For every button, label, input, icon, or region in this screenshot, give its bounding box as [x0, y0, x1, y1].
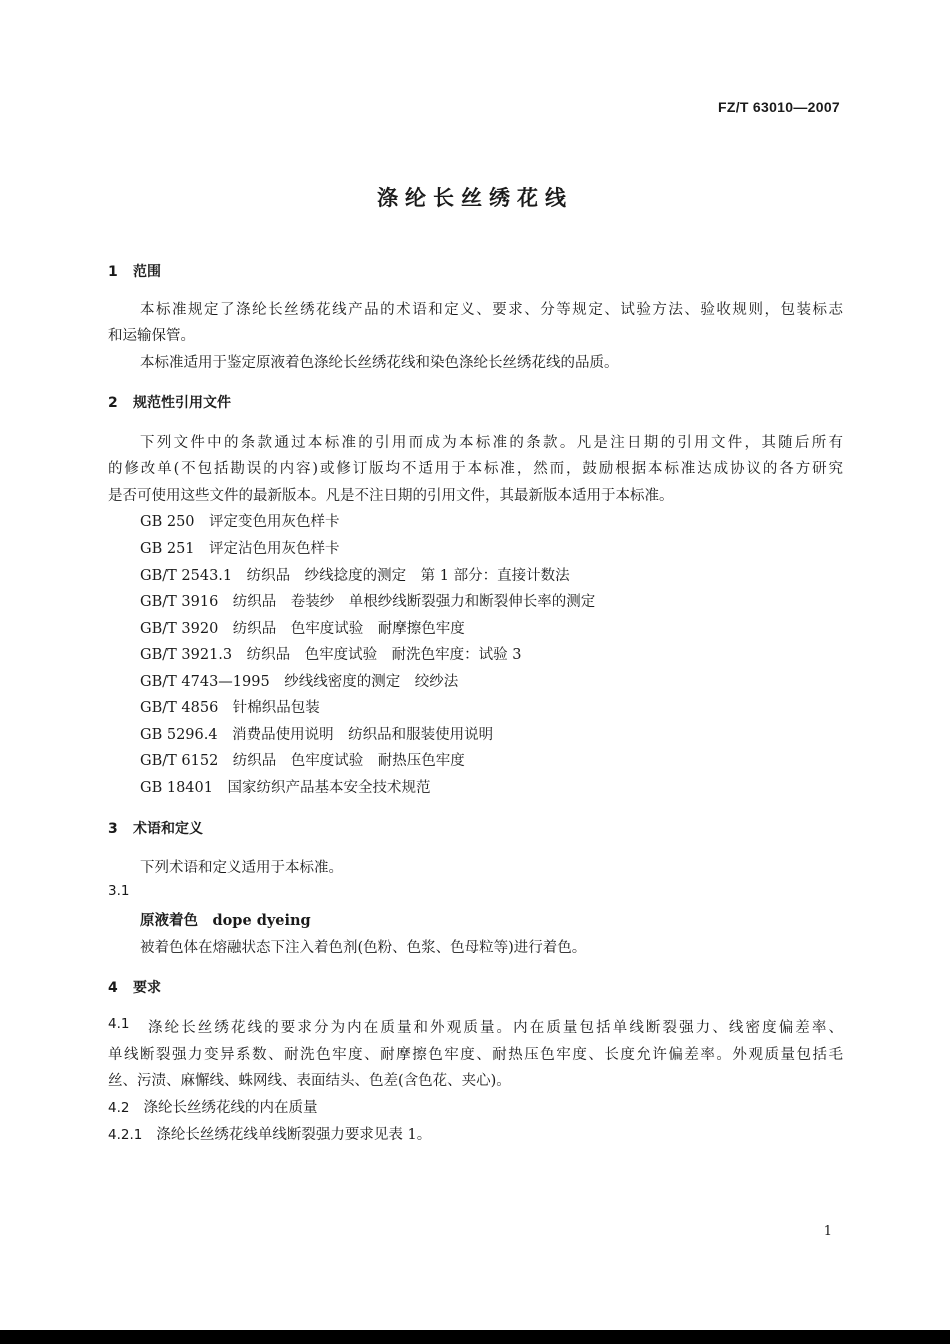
- section-number: 3: [108, 821, 118, 837]
- clause-number-text: 3.1: [108, 883, 130, 899]
- section-number: 1: [108, 264, 118, 280]
- reference-item: GB 5296.4 消费品使用说明 纺织品和服装使用说明: [140, 727, 494, 743]
- document-title: 涤纶长丝绣花线: [377, 186, 573, 210]
- reference-item: GB/T 4743—1995 纱线线密度的测定 绞纱法: [140, 674, 459, 690]
- section-1-heading: [108, 261, 161, 281]
- paragraph: 下列术语和定义适用于本标准。: [140, 860, 343, 876]
- paragraph-line: 丝、污渍、麻懈线、蛛网线、表面结头、色差(含色花、夹心)。: [108, 1073, 511, 1089]
- paragraph-line: 的修改单(不包括勘误的内容)或修订版均不适用于本标准，然而，鼓励根据本标准达成协议的各方研究: [108, 461, 843, 477]
- reference-item: GB/T 3920 纺织品 色牢度试验 耐摩擦色牢度: [140, 621, 465, 637]
- clause-4-1: [108, 1016, 143, 1032]
- section-title: 范围: [133, 264, 161, 280]
- paragraph-line: 下列文件中的条款通过本标准的引用而成为本标准的条款。凡是注日期的引用文件，其随后所有: [140, 435, 843, 451]
- document-number: FZ/T 63010—2007: [717, 99, 840, 115]
- bottom-border: [0, 1330, 950, 1344]
- reference-item: GB/T 6152 纺织品 色牢度试验 耐热压色牢度: [140, 753, 465, 769]
- page-number: 1: [823, 1224, 832, 1239]
- clause-number-text: 4.2: [108, 1100, 130, 1116]
- reference-item: GB 251 评定沾色用灰色样卡: [140, 541, 340, 557]
- clause-4-2: [108, 1096, 317, 1117]
- term-definition: 被着色体在熔融状态下注入着色剂(色粉、色浆、色母粒等)进行着色。: [140, 940, 587, 956]
- reference-item: GB/T 4856 针棉织品包装: [140, 700, 320, 716]
- clause-number-text: 4.2.1: [108, 1127, 143, 1143]
- section-title: 要求: [133, 980, 161, 996]
- reference-item: GB 250 评定变色用灰色样卡: [140, 514, 340, 530]
- reference-item: GB/T 3921.3 纺织品 色牢度试验 耐洗色牢度：试验 3: [140, 647, 522, 663]
- section-3-heading: [108, 818, 203, 838]
- term-heading: 原液着色 dope dyeing: [140, 912, 311, 929]
- reference-item: GB/T 3916 纺织品 卷装纱 单根纱线断裂强力和断裂伸长率的测定: [140, 594, 596, 610]
- paragraph-line: 是否可使用这些文件的最新版本。凡是不注日期的引用文件，其最新版本适用于本标准。: [108, 488, 674, 504]
- reference-item: GB/T 2543.1 纺织品 纱线捻度的测定 第 1 部分：直接计数法: [140, 568, 570, 584]
- paragraph-line: 单线断裂强力变异系数、耐洗色牢度、耐摩擦色牢度、耐热压色牢度、长度允许偏差率。外观质量包括毛: [108, 1047, 843, 1063]
- paragraph: 本标准适用于鉴定原液着色涤纶长丝绣花线和染色涤纶长丝绣花线的品质。: [140, 355, 619, 371]
- section-number: 4: [108, 980, 118, 996]
- clause-number-text: 4.1: [108, 1016, 130, 1032]
- clause-text: 涤纶长丝绣花线的内在质量: [143, 1100, 318, 1116]
- clause-number: [108, 883, 143, 899]
- reference-item: GB 18401 国家纺织产品基本安全技术规范: [140, 780, 431, 796]
- clause-4-2-1: [108, 1123, 431, 1144]
- section-4-heading: [108, 977, 161, 997]
- section-2-heading: [108, 392, 231, 412]
- section-title: 术语和定义: [133, 821, 203, 837]
- section-title: 规范性引用文件: [133, 395, 231, 411]
- clause-text: 涤纶长丝绣花线单线断裂强力要求见表 1。: [156, 1127, 432, 1143]
- section-number: 2: [108, 395, 118, 411]
- paragraph-line: 本标准规定了涤纶长丝绣花线产品的术语和定义、要求、分等规定、试验方法、验收规则，包装标志: [140, 302, 843, 318]
- paragraph-line: 涤纶长丝绣花线的要求分为内在质量和外观质量。内在质量包括单线断裂强力、线密度偏差率、: [148, 1020, 843, 1036]
- paragraph-line: 和运输保管。: [108, 328, 195, 344]
